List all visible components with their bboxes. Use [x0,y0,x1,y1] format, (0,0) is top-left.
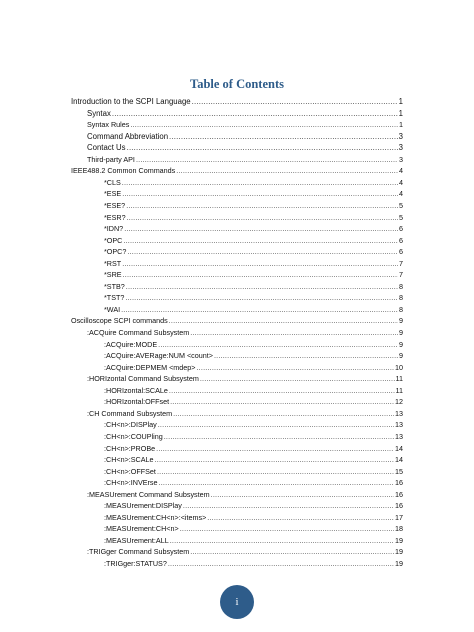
toc-leader-dots [112,108,398,120]
toc-entry-label: :CH<n>:OFFSet [104,466,156,476]
toc-entry[interactable] [104,292,403,304]
toc-leader-dots [168,558,394,570]
toc-entry-page: 3 [398,131,403,141]
toc-leader-dots [169,131,398,143]
toc-entry[interactable] [104,200,403,212]
toc-entry-label: :CH<n>:COUPling [104,431,163,441]
toc-entry-label: Command Abbreviation [87,131,169,141]
toc-title: Table of Contents [190,77,284,91]
toc-entry-label: Third-party API [87,154,135,164]
toc-entry-page: 8 [399,281,403,291]
toc-entry-label: :MEASUrement:ALL [104,535,169,545]
toc-leader-dots [156,443,394,455]
toc-entry-page: 8 [399,293,403,303]
toc-entry-page: 11 [395,374,403,384]
toc-leader-dots [125,292,398,304]
toc-entry-label: Syntax Rules [87,120,130,130]
toc-entry-label: *OPC [104,235,123,245]
toc-entry-page: 16 [395,478,403,488]
toc-leader-dots [183,500,394,512]
toc-entry[interactable] [104,512,403,524]
toc-entry-page: 9 [399,316,403,326]
toc-entry[interactable] [104,535,403,547]
toc-entry-page: 13 [395,408,403,418]
toc-entry-page: 4 [399,166,403,176]
toc-entry[interactable] [104,500,403,512]
toc-entry-label: :TRIGger Command Subsystem [87,547,190,557]
toc-entry-page: 5 [399,212,403,222]
toc-entry[interactable] [104,396,403,408]
toc-entry-page: 13 [395,431,403,441]
toc-entry-label: Introduction to the SCPI Language [71,97,191,106]
toc-entry-page: 1 [398,108,403,118]
toc-entry[interactable] [71,315,403,327]
toc-entry[interactable] [104,339,403,351]
toc-entry-page: 12 [395,397,403,407]
toc-entry-label: Contact Us [87,143,126,153]
toc-leader-dots [126,281,398,293]
toc-entry[interactable] [87,546,403,558]
toc-entry-label: *ESE? [104,200,126,210]
toc-leader-dots [123,269,398,281]
toc-entry-label: Oscilloscope SCPI commands [71,316,168,326]
toc-leader-dots [127,142,398,154]
toc-leader-dots [136,154,398,166]
toc-entry-page: 9 [399,328,403,337]
toc-leader-dots [192,96,398,108]
toc-leader-dots [122,177,398,189]
toc-entry[interactable] [104,350,403,362]
toc-entry-page: 9 [399,351,403,361]
toc-entry[interactable] [104,281,403,293]
toc-entry[interactable] [104,223,403,235]
toc-leader-dots [190,546,394,558]
toc-entry[interactable] [104,177,403,189]
toc-entry-page: 15 [395,466,403,476]
toc-entry-label: :MEASUrement:CH<n> [104,524,179,534]
toc-entry-page: 3 [398,143,403,153]
toc-entry[interactable] [87,119,403,131]
toc-entry-label: :CH<n>:PROBe [104,443,156,453]
toc-entry-label: *ESR? [104,212,126,222]
toc-leader-dots [176,165,398,177]
toc-entry-label: *CLS [104,177,121,187]
toc-entry-label: *STB? [104,281,125,291]
toc-entry-page: 6 [399,247,403,257]
toc-entry[interactable] [104,454,403,466]
toc-leader-dots [157,466,394,478]
toc-entry[interactable] [87,154,403,166]
toc-leader-dots [180,523,394,535]
toc-entry-label: *OPC? [104,247,127,257]
toc-entry-label: *TST? [104,293,125,303]
toc-entry-page: 9 [399,339,403,349]
toc-entry[interactable] [104,431,403,443]
toc-leader-dots [123,235,398,247]
toc-entry[interactable] [104,235,403,247]
toc-entry-page: 5 [399,200,403,210]
toc-leader-dots [164,431,394,443]
toc-entry-page: 6 [399,224,403,234]
toc-entry[interactable] [104,523,403,535]
toc-entry-page: 16 [395,489,403,499]
toc-leader-dots [122,258,398,270]
toc-leader-dots [158,339,398,351]
toc-entry-label: :CH<n>:DISPlay [104,420,157,430]
toc-leader-dots [169,385,395,397]
toc-leader-dots [121,304,398,316]
toc-entry-label: *RST [104,258,122,268]
toc-entry[interactable] [104,466,403,478]
toc-leader-dots [214,350,398,362]
toc-entry[interactable] [104,419,403,431]
toc-entry[interactable] [104,362,403,374]
toc-entry-page: 14 [395,455,403,465]
toc-entry-label: :MEASUrement:DISPlay [104,501,182,511]
toc-entry-page: 19 [395,535,403,545]
toc-entry-page: 16 [395,501,403,511]
toc-entry[interactable] [71,165,403,177]
toc-entry-label: :TRIGger:STATUS? [104,559,167,568]
toc-entry-page: 6 [399,235,403,245]
toc-entry[interactable] [71,96,403,108]
toc-entry[interactable] [87,489,403,501]
toc-entry-label: :CH<n>:SCALe [104,455,154,465]
toc-entry[interactable] [87,327,403,339]
toc-entry-page: 8 [399,304,403,314]
toc-entry[interactable] [104,246,403,258]
toc-entry-label: :CH Command Subsystem [87,408,173,418]
toc-leader-dots [173,408,394,420]
toc-entry[interactable] [104,477,403,489]
toc-entry-label: :ACQuire:DEPMEM <mdep> [104,362,196,372]
toc-leader-dots [170,535,394,547]
toc-leader-dots [127,212,398,224]
toc-entry-page: 7 [399,258,403,268]
toc-entry-label: :ACQuire Command Subsystem [87,328,190,337]
toc-leader-dots [122,188,398,200]
toc-entry-page: 14 [395,443,403,453]
toc-entry-page: 10 [395,362,403,372]
toc-entry-page: 3 [399,154,403,164]
toc-entry-label: :HORIzontal:SCALe [104,385,168,395]
toc-entry[interactable] [87,142,403,154]
toc-entry-page: 19 [395,559,403,568]
toc-entry-page: 19 [395,547,403,557]
toc-entry-label: *ESE [104,189,122,199]
toc-entry[interactable] [104,269,403,281]
toc-entry-label: :MEASUrement Command Subsystem [87,489,210,499]
toc-entry-label: *WAI [104,304,121,314]
toc-entry[interactable] [104,188,403,200]
toc-leader-dots [200,373,395,385]
toc-entry-page: 13 [395,420,403,430]
toc-leader-dots [155,454,394,466]
toc-entry-label: :CH<n>:INVErse [104,478,158,488]
toc-entry[interactable] [104,385,403,397]
toc-entry[interactable] [104,443,403,455]
toc-entry[interactable] [104,304,403,316]
toc-entry[interactable] [87,108,403,120]
toc-entry[interactable] [87,373,403,385]
toc-entry[interactable] [87,131,403,143]
toc-leader-dots [124,223,398,235]
toc-entry-label: :MEASUrement:CH<n>:<items> [104,512,207,522]
toc-entry-page: 11 [395,385,403,395]
toc-entry-page: 18 [395,524,403,534]
toc-entry-page: 4 [399,177,403,187]
toc-entry-page: 1 [398,97,403,106]
toc-entry-label: *IDN? [104,224,124,234]
page-number-badge: i [220,585,254,619]
toc-entry[interactable] [104,212,403,224]
toc-leader-dots [126,200,398,212]
toc-entry-page: 17 [395,512,403,522]
toc-entry[interactable] [104,558,403,570]
toc-entry-label: *SRE [104,270,122,280]
toc-leader-dots [169,315,398,327]
toc-leader-dots [207,512,394,524]
toc-entry-label: :HORIzontal:OFFset [104,397,170,407]
toc-leader-dots [130,119,398,131]
toc-entry-page: 4 [399,189,403,199]
toc-entry[interactable] [104,258,403,270]
toc-leader-dots [211,489,394,501]
toc-leader-dots [170,396,394,408]
toc-leader-dots [158,419,394,431]
toc-leader-dots [159,477,394,489]
toc-leader-dots [127,246,398,258]
toc-entry-label: :ACQuire:AVERage:NUM <count> [104,351,213,361]
toc-entry-label: Syntax [87,108,111,118]
toc-leader-dots [190,327,398,339]
toc-entry-label: :HORIzontal Command Subsystem [87,374,199,384]
toc-entry[interactable] [87,408,403,420]
toc-entry-label: IEEE488.2 Common Commands [71,166,176,176]
toc-leader-dots [196,362,394,374]
toc-entry-page: 7 [399,270,403,280]
toc-entry-label: :ACQuire:MODE [104,339,158,349]
toc-entry-page: 1 [399,120,403,130]
